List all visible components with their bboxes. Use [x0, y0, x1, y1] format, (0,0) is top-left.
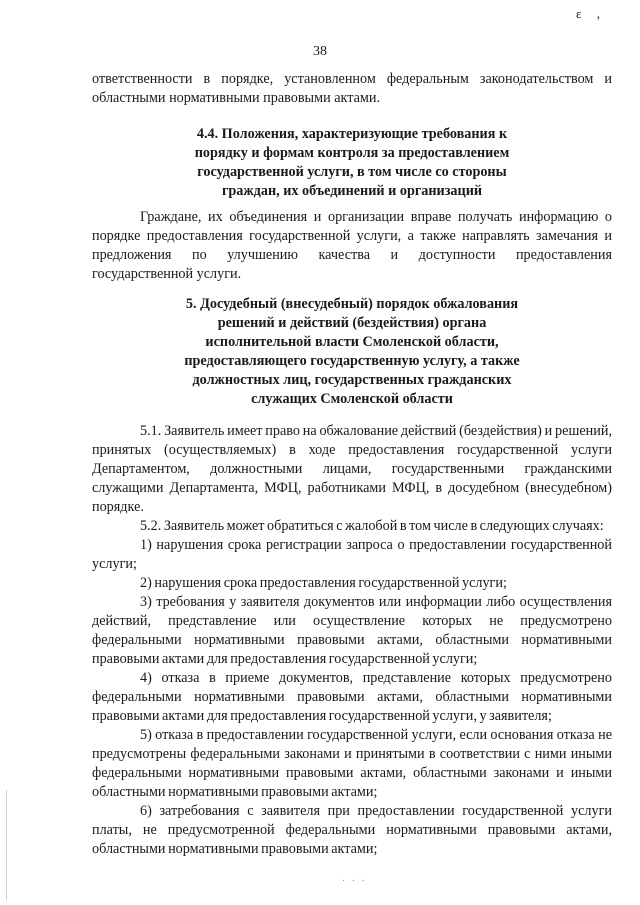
- section-4-4-body: [92, 208, 612, 284]
- list-item-4: 4) отказа в приеме документов, представление которых предусмотрено федеральными нормативными правовыми актами, областными нормативными правовыми актами для предоставления государственной услуги, у заявителя;: [92, 670, 612, 724]
- list-item-5: 5) отказа в предоставлении государственной услуги, если основания отказа не предусмотрены федеральными законами и принятыми в соответствии с ними иными федеральными нормативными правовыми актами, областными законами и иными областными нормативными правовыми актами;: [92, 727, 612, 800]
- list-item-2: 2) нарушения срока предоставления государственной услуги;: [140, 575, 507, 591]
- top-paragraph: ответственности в порядке, установленном федеральным законодательством и областными нормативными правовыми актами.: [92, 71, 612, 106]
- section-5-heading: [92, 295, 612, 409]
- paragraph-5-1: 5.1. Заявитель имеет право на обжалование действий (бездействия) и решений, принятых (осуществляемых) в ходе предоставления государственной услуги Департаментом, должностными лицами, государственными гражданскими служащими Департамента, МФЦ, работниками МФЦ, в досудебном (внесудебном) порядке.: [92, 423, 612, 515]
- heading-line: государственной услуги, в том числе со стороны: [197, 164, 507, 180]
- heading-line: должностных лиц, государственных гражданских: [192, 372, 512, 388]
- scan-edge-line: [6, 790, 7, 900]
- top-paragraph-block: [92, 70, 612, 108]
- heading-line: решений и действий (бездействия) органа: [217, 315, 487, 331]
- heading-line: 4.4. Положения, характеризующие требования к: [196, 126, 508, 142]
- section-4-4-heading: [92, 125, 612, 201]
- scan-mark: ɛ ,: [576, 6, 606, 21]
- page-number: 38: [313, 44, 327, 59]
- list-item-1: 1) нарушения срока регистрации запроса о предоставлении государственной услуги;: [92, 537, 612, 572]
- section-4-4-paragraph: Граждане, их объединения и организации вправе получать информацию о порядке предоставления государственной услуги, а также направлять замечания и предложения по улучшению качества и доступности предоставления государственной услуги.: [92, 209, 612, 282]
- heading-line: граждан, их объединений и организаций: [221, 183, 483, 199]
- section-5-body: [92, 422, 612, 859]
- paragraph-5-2: 5.2. Заявитель может обратиться с жалобой в том числе в следующих случаях:: [140, 518, 604, 534]
- heading-line: порядку и формам контроля за предоставлением: [194, 145, 510, 161]
- heading-line: исполнительной власти Смоленской области,: [205, 334, 499, 350]
- bottom-marks: · · ·: [342, 876, 367, 887]
- list-item-3: 3) требования у заявителя документов или информации либо осуществления действий, представление или осуществление которых не предусмотрено федеральными нормативными правовыми актами, областными нормативными правовыми актами для предоставления государственной услуги;: [92, 594, 612, 667]
- heading-line: 5. Досудебный (внесудебный) порядок обжалования: [185, 296, 519, 312]
- heading-line: предоставляющего государственную услугу, а также: [184, 353, 520, 369]
- list-item-6: 6) затребования с заявителя при предоставлении государственной услуги платы, не предусмотренной федеральными нормативными правовыми актами, областными нормативными правовыми актами;: [92, 803, 612, 857]
- heading-line: служащих Смоленской области: [251, 391, 453, 407]
